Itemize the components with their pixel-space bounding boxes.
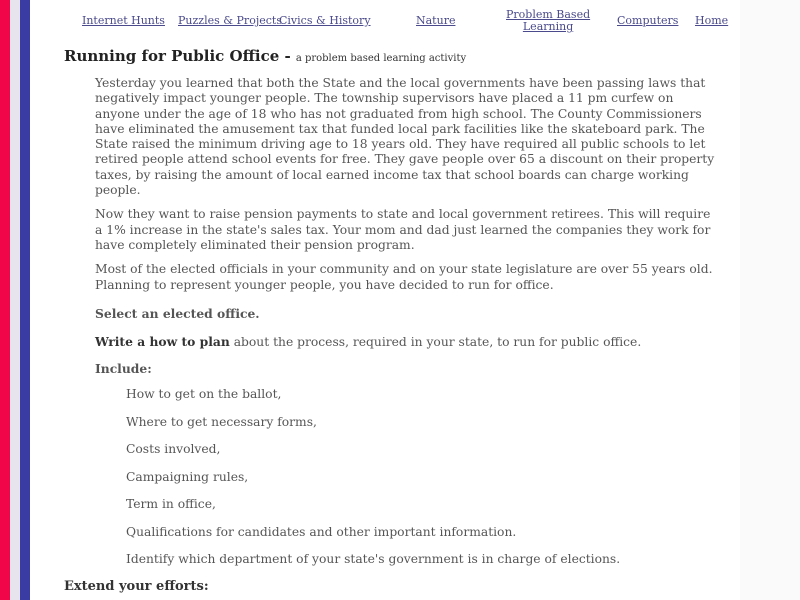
intro-text [95, 76, 715, 302]
right-margin [740, 0, 800, 600]
task-write-plan-rest: about the process, required in your state, to run for public office. [229, 335, 642, 349]
page-title-main: Running for Public Office - [64, 47, 291, 65]
top-navigation [40, 8, 740, 38]
border-stripe-red [0, 0, 10, 600]
include-list [126, 387, 620, 580]
page-title [64, 46, 466, 65]
page-content [40, 0, 740, 600]
nav-link-pbl-line2: Learning [522, 20, 574, 33]
nav-link-home[interactable]: Home [695, 14, 729, 27]
nav-link-internet-hunts[interactable]: Internet Hunts [82, 14, 165, 27]
task-select-office: Select an elected office. [95, 306, 260, 321]
border-gap [30, 0, 40, 600]
nav-link-civics-history[interactable]: Civics & History [279, 14, 371, 27]
list-item: Identify which department of your state's government is in charge of elections. [126, 552, 621, 566]
task-write-plan-bold: Write a how to plan [95, 334, 230, 349]
extend-heading: Extend your efforts: [64, 579, 209, 594]
list-item: Where to get necessary forms, [126, 414, 317, 429]
paragraph-pension: Now they want to raise pension payments to state and local government retirees. This will require a 1% increase in the state's sales tax. Your mom and dad just learned the companies they work for have completely eliminated their pension program. [95, 207, 711, 252]
list-item: Costs involved, [126, 442, 221, 456]
list-item: How to get on the ballot, [126, 387, 282, 401]
paragraph-background: Yesterday you learned that both the State and the local governments have been passing laws that negatively impact younger people. The township supervisors have placed a 11 pm curfew on anyone under the age of 18 who has not graduated from high school. The County Commissioners have eliminated the amusement tax that funded local park facilities like the skateboard park. The State raised the minimum driving age to 18 years old. They have required all public schools to let retired people attend school events for free. They gave people over 65 a discount on their property taxes, by raising the amount of local earned income tax that school boards can charge working people. [95, 76, 715, 198]
nav-link-pbl-line1: Problem Based [506, 8, 591, 21]
list-item: Campaigning rules, [126, 469, 249, 484]
page-subtitle: a problem based learning activity [295, 53, 467, 64]
nav-link-nature[interactable]: Nature [416, 14, 456, 27]
include-heading: Include: [95, 361, 152, 376]
task-write-plan [95, 334, 641, 349]
list-item: Term in office, [126, 497, 216, 511]
paragraph-run-for-office: Most of the elected officials in your community and on your state legislature are over 55 years old. Planning to represent younger people, you have decided to run for office. [95, 262, 713, 292]
nav-link-computers[interactable]: Computers [617, 14, 679, 27]
border-stripe-blue [20, 0, 30, 600]
nav-link-problem-based-learning[interactable] [506, 9, 590, 33]
nav-link-puzzles-projects[interactable]: Puzzles & Projects [178, 14, 282, 27]
border-stripe-white [10, 0, 20, 600]
list-item: Qualifications for candidates and other important information. [126, 524, 517, 539]
